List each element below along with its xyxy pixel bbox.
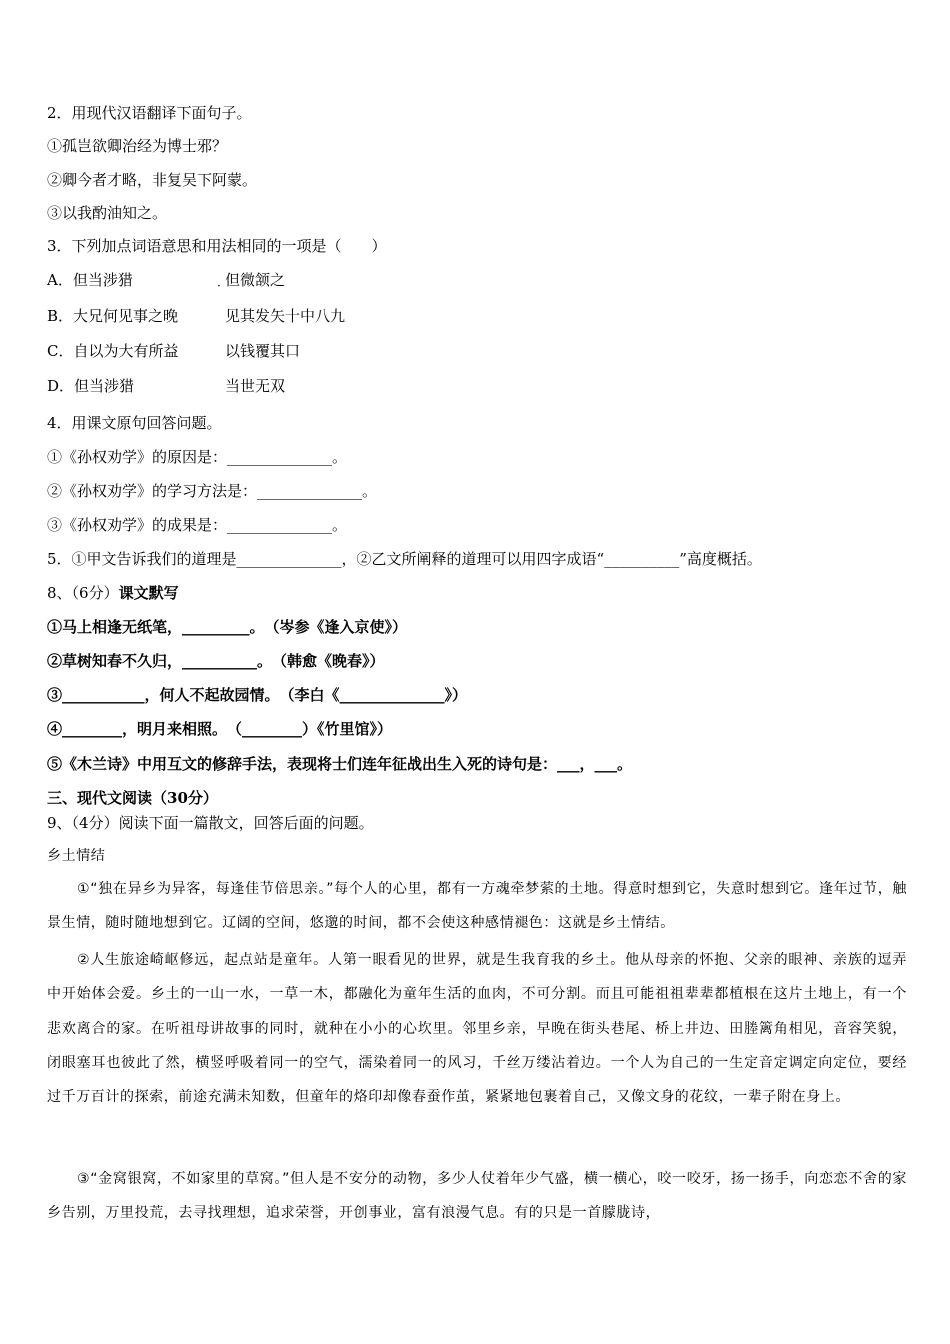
essay-paragraph-1: ①“独在异乡为异客，每逢佳节倍思亲。”每个人的心里，都有一方魂牵梦萦的土地。得意时想到它，失意时想到它。逢年过节，触景生情，随时随地想到它。辽阔的空间，悠邈的时间，都不会使这种感情褪色：这就是乡土情结。 [47, 881, 907, 932]
q3-option-b-left: B．大兄何见事之晚 [47, 307, 179, 325]
essay-title: 乡土情结 [47, 848, 106, 864]
q8-line-4: ④________，明月来相照。 （________）《竹里馆》） [47, 720, 393, 738]
q3-option-b [47, 306, 447, 326]
q9-title: 9、（4分）阅读下面一篇散文，回答后面的问题。 [47, 814, 374, 832]
q5-text: 5．①甲文告诉我们的道理是______________，②乙文所阐释的道理可以用四字成语“__________”高度概括。 [47, 550, 762, 568]
q3-option-c [47, 341, 447, 361]
q3-option-a-right: 但微颔之 [225, 271, 286, 289]
q8-line-5: ⑤《木兰诗》中用互文的修辞手法，表现将士们连年征战出生入死的诗句是：___，___。 [47, 755, 633, 773]
q4-item-2: ②《孙权劝学》的学习方法是：______________。 [47, 482, 378, 500]
q2-sentence-2: ②卿今者才略，非复吴下阿蒙。 [47, 171, 258, 189]
q8-line-3: ③___________，何人不起故园情。 （李白《______________》） [47, 686, 468, 704]
q3-option-d [47, 376, 447, 396]
q4-item-1: ①《孙权劝学》的原因是：______________。 [47, 448, 348, 466]
q8-line-1: ①马上相逢无纸笔，_________。 （岑参《逢入京使》） [47, 618, 408, 636]
q3-option-c-left: C．自以为大有所益 [47, 342, 179, 360]
section-3-title: 三、现代文阅读（30分） [47, 789, 218, 807]
q3-option-c-right: 以钱覆其口 [225, 342, 301, 360]
q2-sentence-3: ③以我酌油知之。 [47, 204, 168, 222]
q3-title: 3．下列加点词语意思和用法相同的一项是（ ） [47, 237, 387, 255]
q3-option-a-left: A．但当涉猎 [47, 271, 133, 289]
q3-option-a [47, 270, 447, 293]
q2-title: 2．用现代汉语翻译下面句子。 [47, 104, 252, 122]
q3-option-b-right: 见其发矢十中八九 [225, 307, 346, 325]
q8-heading [47, 583, 179, 603]
q8-heading-title: 课文默写 [118, 584, 179, 602]
q4-title: 4．用课文原句回答问题。 [47, 414, 222, 432]
essay-paragraph-3: ③“金窝银窝，不如家里的草窝。”但人是不安分的动物，多少人仗着年少气盛，横一横心，咬一咬牙，扬一扬手，向恋恋不舍的家乡告别，万里投荒，去寻找理想，追求荣誉，开创事业，富有浪漫气息。有的只是一首朦胧诗， [47, 1171, 907, 1222]
q8-heading-number: 8、（6分） [47, 584, 119, 602]
q2-sentence-1: ①孤岂欲卿治经为博士邪？ [47, 137, 228, 155]
q4-item-3: ③《孙权劝学》的成果是：______________。 [47, 516, 348, 534]
q8-line-2: ②草树知春不久归，__________。 （韩愈《晚春》） [47, 652, 385, 670]
q3-option-d-right: 当世无双 [225, 377, 286, 395]
emphasis-dot-icon: · [217, 279, 221, 293]
essay-paragraph-2: ②人生旅途崎岖修远，起点站是童年。人第一眼看见的世界，就是生我育我的乡土。他从母亲的怀抱、父亲的眼神、亲族的逗弄中开始体会爱。乡土的一山一水，一草一木，都融化为童年生活的血肉，不可分割。而且可能祖祖辈辈都植根在这片土地上，有一个悲欢离合的家。在听祖母讲故事的同时，就种在小小的心坎里。邻里乡亲，早晚在街头巷尾、桥上井边、田塍篱角相见，音容笑貌，闭眼塞耳也彼此了然，横竖呼吸着同一的空气，濡染着同一的风习，千丝万缕沾着边。一个人为自己的一生定音定调定向定位，要经过千万百计的探索，前途充满未知数，但童年的烙印却像春蚕作茧，紧紧地包裹着自己，又像文身的花纹，一辈子附在身上。 [47, 952, 907, 1106]
q3-option-d-left: D．但当涉猎 [47, 377, 135, 395]
